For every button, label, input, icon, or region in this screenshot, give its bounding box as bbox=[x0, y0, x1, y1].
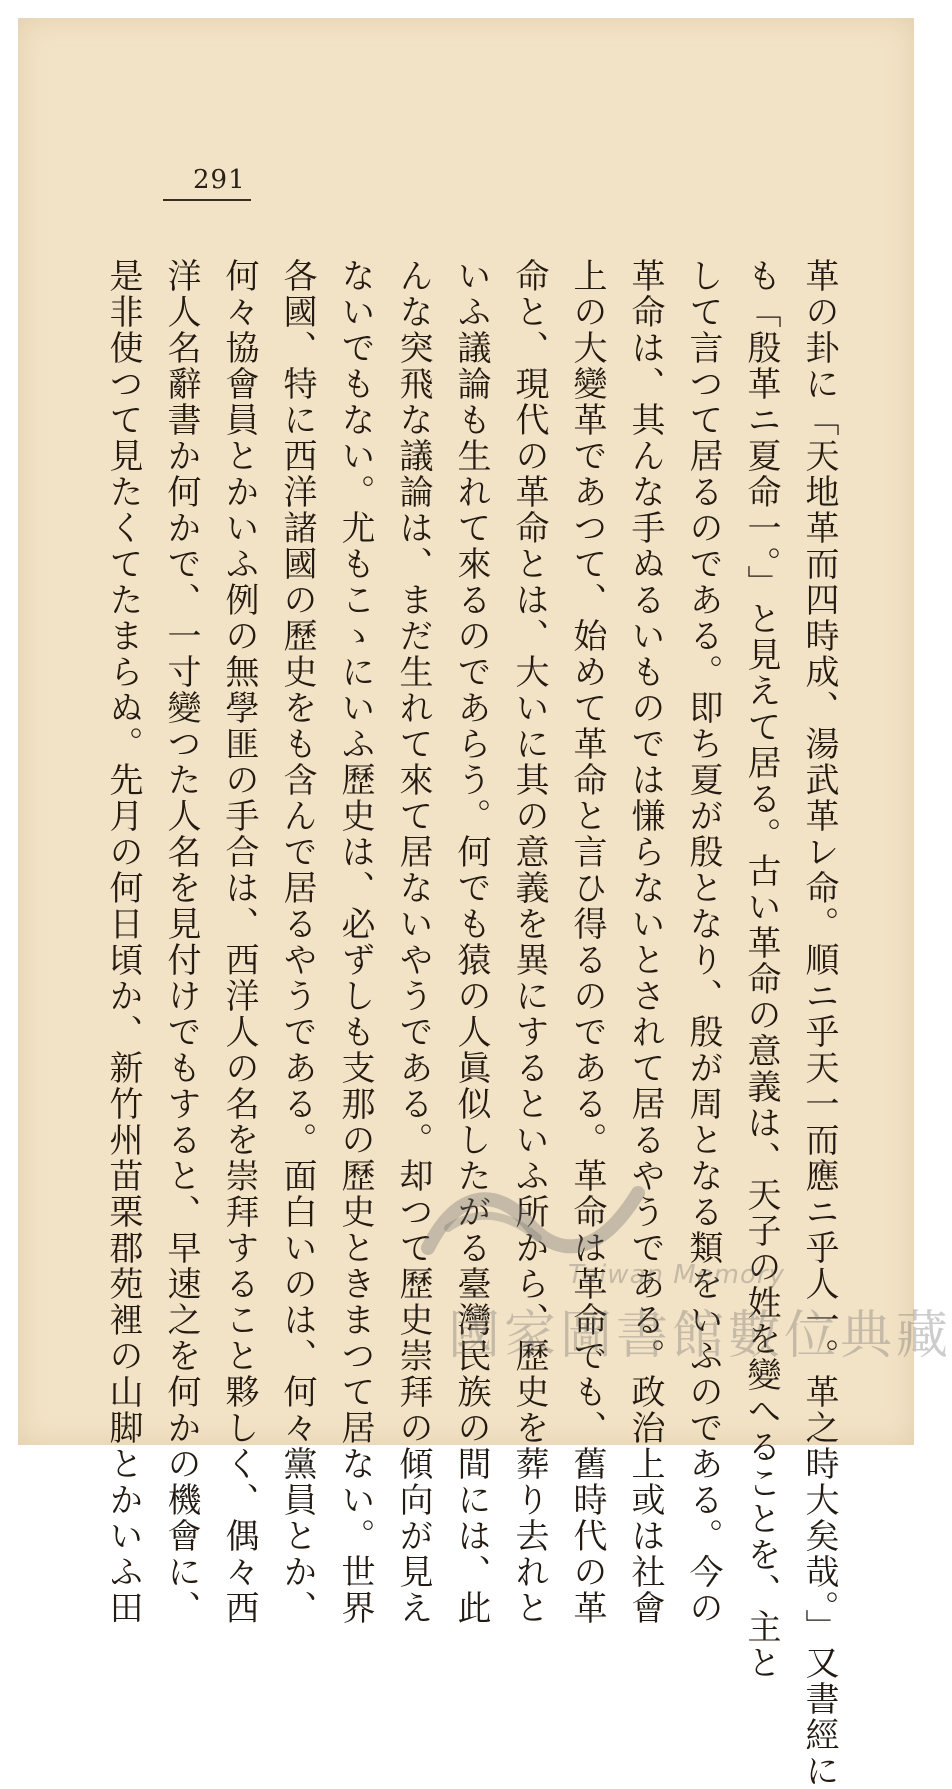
text-line: して言つて居るのである。即ち夏が殷となり、殷が周となる類をいふのである。今の bbox=[683, 258, 723, 1626]
book-page bbox=[18, 18, 952, 1789]
text-line: 上の大變革であつて、始めて革命と言ひ得るのである。革命は革命でも、舊時代の革 bbox=[567, 258, 607, 1626]
text-line: んな突飛な議論は、まだ生れて來て居ないやうである。却つて歷史崇拜の傾向が見え bbox=[393, 258, 433, 1626]
watermark-english-text: Taiwan Memory bbox=[568, 1260, 785, 1290]
text-line: 革の卦に「天地革而四時成、湯武革レ命。順ニ乎天一而應ニ乎人一。革之時大矣哉。」又書經に bbox=[799, 258, 839, 1789]
text-line: 洋人名辭書か何かで、一寸變つた人名を見付けでもすると、早速之を何かの機會に、 bbox=[161, 258, 201, 1626]
text-line: いふ議論も生れて來るのであらう。何でも猿の人眞似したがる臺灣民族の間には、此 bbox=[451, 258, 491, 1626]
watermark-chinese-text: 國家圖書館數位典藏 bbox=[448, 1306, 952, 1366]
page-number-underline bbox=[163, 199, 251, 201]
text-line: 何々協會員とかいふ例の無學匪の手合は、西洋人の名を崇拜すること夥しく、偶々西 bbox=[219, 258, 259, 1626]
text-line: 是非使つて見たくてたまらぬ。先月の何日頃か、新竹州苗栗郡苑裡の山脚とかいふ田 bbox=[103, 258, 143, 1626]
page-number: 291 bbox=[193, 165, 246, 195]
text-line: ないでもない。尤もこゝにいふ歷史は、必ずしも支那の歷史ときまつて居ない。世界 bbox=[335, 258, 375, 1626]
text-line: 各國、特に西洋諸國の歷史をも含んで居るやうである。面白いのは、何々黨員とか、 bbox=[277, 258, 317, 1626]
text-line: 命と、現代の革命とは、大いに其の意義を異にするといふ所から、歷史を葬り去れと bbox=[509, 258, 549, 1626]
vertical-text-block bbox=[103, 258, 848, 1789]
text-line: 革命は、其んな手ぬるいものでは慊らないとされて居るやうである。政治上或は社會 bbox=[625, 258, 665, 1626]
text-line: も「殷革ニ夏命一。」と見えて居る。古い革命の意義は、天子の姓を變へることを、主と bbox=[741, 258, 781, 1681]
